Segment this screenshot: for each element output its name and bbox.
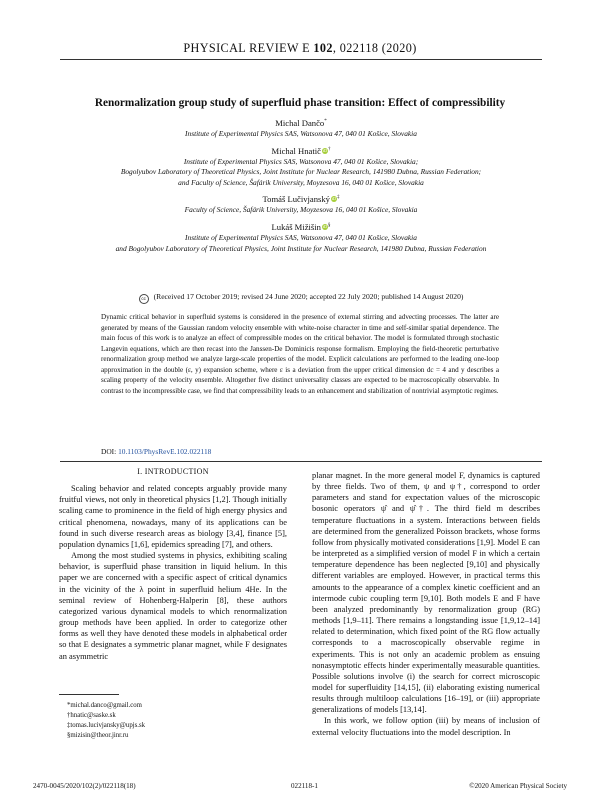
author-name-text: Tomáš Lučivjanský (262, 194, 330, 205)
footnote-mark: * (324, 119, 327, 125)
right-column (312, 470, 540, 738)
article-number: , 022118 (2020) (332, 41, 417, 55)
affiliation: and Faculty of Science, Šafárik University, Moyzesova 16, 040 01 Košice, Slovakia (178, 177, 424, 187)
affiliation: Faculty of Science, Šafárik University, Moyzesova 16, 040 01 Košice, Slovakia (184, 205, 418, 215)
footnote: ‡tomas.lucivjansky@upjs.sk (67, 722, 146, 730)
affiliation: Institute of Experimental Physics SAS, Watsonova 47, 040 01 Košice, Slovakia (185, 129, 417, 138)
affiliation: Institute of Experimental Physics SAS, Watsonova 47, 040 01 Košice, Slovakia; (183, 156, 419, 166)
footer-copyright: ©2020 American Physical Society (469, 782, 567, 790)
journal-volume: 102 (313, 41, 333, 55)
footer-page-number: 022118-1 (291, 782, 318, 790)
abstract: Dynamic critical behavior in superfluid systems is considered in the presence of external stirring and advecting processes. The latter are generated by means of the Gaussian random velocity ensemble with white-noise character in time and self-similar spatial dependence. The main focus of this work is to analyze an effect of compressible modes on the critical behavior. The model is formulated through stochastic Langevin equations, which are then recast into the Janssen-De Dominicis response formalism. Employing the field-theoretic perturbative renormalization group method we analyze large-scale properties of the model. Explicit calculations are performed to the leading one-loop approximation in the double (ε, y) expansion scheme, where ε is a deviation from the upper critical dimension dc = 4 and y describes a scaling property of the velocity ensemble. Altogether five distinct universality classes are expected to be macroscopically observable. In contrast to the incompressible case, we find that compressibility leads to an enhancement and stabilization of nontrivial asymptotic regimes. (101, 313, 499, 395)
affiliation: and Bogolyubov Laboratory of Theoretical Physics, Joint Institute for Nuclear Research, 141980 Dubna, Russian Federation (115, 243, 487, 253)
author-name (60, 118, 542, 129)
doi-label: DOI: (101, 447, 117, 456)
footnote: †hnatic@saske.sk (67, 712, 116, 720)
doi-link[interactable]: 10.1103/PhysRevE.102.022118 (118, 447, 212, 456)
left-column (59, 466, 287, 662)
orcid-icon[interactable]: iD (322, 223, 328, 229)
journal-header (0, 41, 600, 56)
footnote-mark: ‡ (336, 195, 340, 201)
open-access-icon: cc (139, 294, 149, 304)
affiliation: Institute of Experimental Physics SAS, Watsonova 47, 040 01 Košice, Slovakia (185, 232, 417, 242)
paper-title: Renormalization group study of superfluid phase transition: Effect of compressibility (94, 97, 506, 109)
received-dates (60, 292, 542, 304)
affiliation: Bogolyubov Laboratory of Theoretical Physics, Joint Institute for Nuclear Research, 141980 Dubna, Russian Federation; (120, 167, 482, 177)
paragraph: Among the most studied systems in physics, exhibiting scaling behavior, is superfluid phase transition in liquid helium. In this paper we are concerned with a specific aspect of critical dynamics in the vicinity of the λ point in superfluid helium 4He. In the seminal review of Hohenberg-Halperin [8], these authors categorized various dynamical models to which renormalization group methods have been applied. In order to categorize other forms as well they have denoted these models in alphabetical order so that E designates a symmetric planar magnet, while F designates an asymmetric (59, 551, 287, 661)
footer-issn: 2470-0045/2020/102(2)/022118(18) (33, 782, 136, 790)
section-heading: I. INTRODUCTION (137, 467, 209, 476)
author-name (60, 222, 542, 233)
paragraph: In this work, we follow option (iii) by means of inclusion of external velocity fluctuations into the model description. In (312, 716, 540, 737)
footnote-mark: § (327, 223, 331, 229)
footnotes (67, 701, 145, 741)
author-name (60, 194, 542, 205)
orcid-icon[interactable]: iD (322, 147, 328, 153)
footnote-rule (59, 694, 119, 695)
abstract-rule (60, 461, 542, 462)
author-name-text: Michal Hnatič (271, 145, 321, 156)
footnote: *michal.danco@gmail.com (67, 702, 142, 709)
author-block (60, 118, 542, 254)
paragraph: Scaling behavior and related concepts arguably provide many fruitful views, not only in theoretical physics [1,2]. Though initially scaling came to prominence in the field of high energy physics and critical phenomena, nowadays, many of its applications can be found in such diverse research areas as biology [3,4], finance [5], population dynamics [1,6], epidemics spreading [7], and others. (59, 484, 287, 549)
orcid-icon[interactable]: iD (331, 196, 337, 202)
doi-line (101, 447, 211, 456)
header-rule (60, 59, 542, 60)
received-text: (Received 17 October 2019; revised 24 June 2020; accepted 22 July 2020; published 14 August 2020) (153, 292, 464, 301)
journal-name: PHYSICAL REVIEW E (183, 41, 310, 55)
paragraph: planar magnet. In the more general model F, dynamics is captured by three fields. Two of them, ψ and ψ†, correspond to order parameters and stand for expectation values of the microscopic bosonic operators ψ̂ and ψ̂†. The third field m describes temperature fluctuations in a system. Interactions between fields are determined from the generalized Poisson brackets, whose forms follow from physically motivated considerations [1,9]. Model E can be interpreted as a simplified version of model F in which a certain temperature dependence has been neglected [9,10] and physically different variables are employed. However, in practical terms this amounts to the appearance of a complex kinetic coefficient and an intermode cubic coupling term [9,10]. Both models E and F have been analyzed predominantly by renormalization group (RG) methods [1,9–11]. There remains a longstanding issue [1,9,12–14] related to determination, which fixed point of the RG flow actually corresponds to a macroscopically observable regime in experiments. This is not only an academic problem as ensuing nonasymptotic effects hinder experimentally measurable quantities. Possible solutions involve (i) the search for correct microscopic model for superfluidity [14,15], (ii) elaborating existing numerical results through multiloop calculations [16–19], or (iii) appropriate generalizations of models [13,14]. (312, 471, 540, 715)
author-name (60, 146, 542, 157)
footnote: §mizisin@theor.jinr.ru (67, 732, 129, 740)
footnote-mark: † (327, 146, 331, 152)
author-name-text: Michal Dančo (275, 118, 325, 128)
author-name-text: Lukáš Mižišin (271, 221, 321, 232)
